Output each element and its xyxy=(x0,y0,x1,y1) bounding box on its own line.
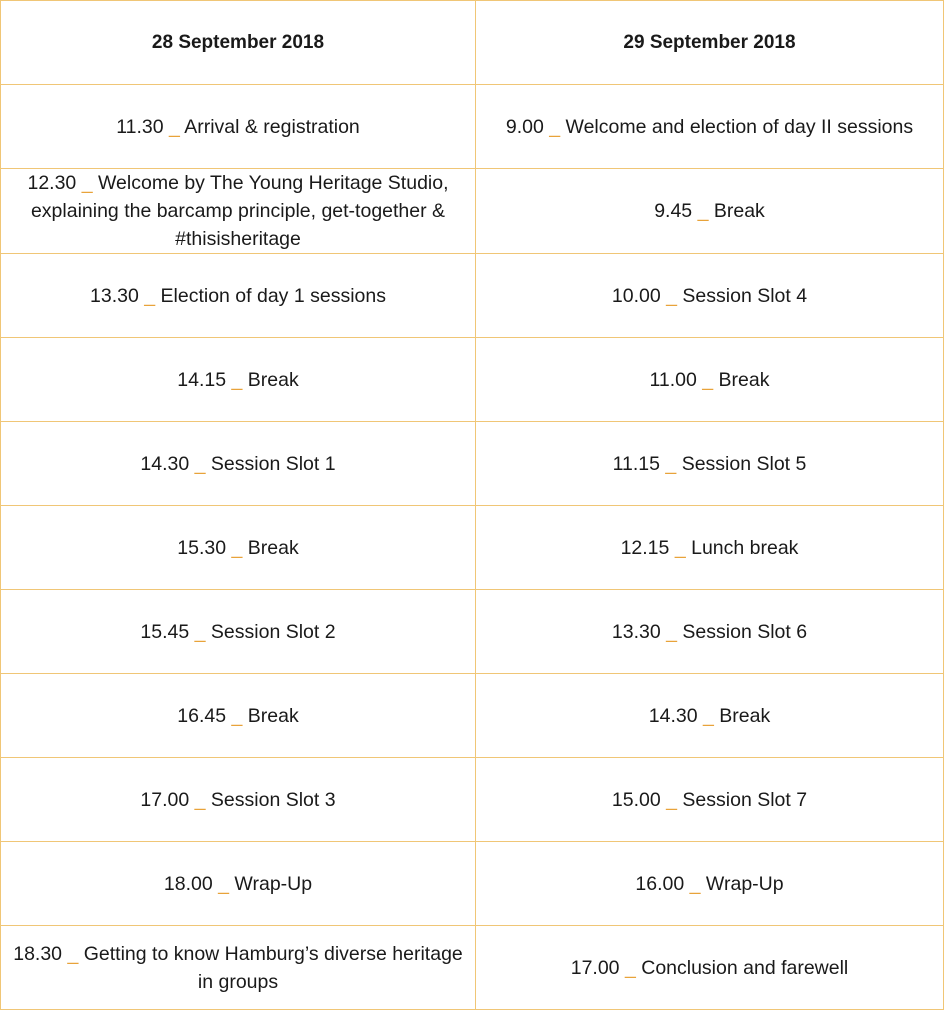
day1-entry xyxy=(1,85,476,169)
entry-text: Break xyxy=(718,368,770,391)
entry-text: Break xyxy=(713,200,765,222)
separator: _ xyxy=(67,942,79,965)
separator: _ xyxy=(689,872,701,895)
entry-time: 9.00 xyxy=(505,115,544,138)
entry-text: Session Slot 6 xyxy=(682,620,808,643)
day1-entry xyxy=(1,926,476,1010)
entry-text: Welcome by The Young Heritage Studio, explaining the barcamp principle, get-together & #thisisheritage xyxy=(30,172,449,250)
entry-time: 16.00 xyxy=(635,872,685,895)
day1-entry xyxy=(1,758,476,842)
schedule-row xyxy=(1,926,944,1010)
entry-time: 13.30 xyxy=(90,284,139,307)
schedule-row xyxy=(1,85,944,169)
entry-time: 11.15 xyxy=(612,452,660,475)
entry-time: 9.45 xyxy=(654,200,693,222)
header-row xyxy=(1,1,944,85)
entry-text: Lunch break xyxy=(691,536,799,559)
schedule-row xyxy=(1,338,944,422)
entry-text: Wrap-Up xyxy=(234,872,313,895)
day2-entry xyxy=(476,85,944,169)
separator: _ xyxy=(231,704,243,727)
schedule-row xyxy=(1,758,944,842)
separator: _ xyxy=(624,956,636,979)
day2-entry xyxy=(476,254,944,338)
entry-time: 11.00 xyxy=(649,368,697,391)
entry-time: 11.30 xyxy=(116,115,164,138)
day2-entry xyxy=(476,422,944,506)
entry-text: Welcome and election of day II sessions xyxy=(565,115,914,138)
separator: _ xyxy=(231,536,243,559)
day2-entry xyxy=(476,674,944,758)
day1-entry xyxy=(1,254,476,338)
separator: _ xyxy=(231,368,243,391)
day1-entry xyxy=(1,674,476,758)
entry-text: Session Slot 5 xyxy=(681,452,807,475)
entry-time: 13.30 xyxy=(611,620,661,643)
entry-text: Session Slot 7 xyxy=(682,788,808,811)
separator: _ xyxy=(194,452,206,475)
entry-time: 14.30 xyxy=(648,704,698,727)
entry-text: Break xyxy=(247,704,299,727)
day2-header: 29 September 2018 xyxy=(476,1,944,85)
separator: _ xyxy=(665,452,677,475)
separator: _ xyxy=(218,872,229,895)
entry-time: 17.00 xyxy=(140,788,190,811)
day2-entry xyxy=(476,842,944,926)
entry-text: Break xyxy=(247,536,299,559)
entry-text: Session Slot 2 xyxy=(210,620,336,643)
separator: _ xyxy=(697,200,709,222)
day2-entry xyxy=(476,169,944,254)
separator: _ xyxy=(674,536,686,559)
separator: _ xyxy=(702,368,714,391)
entry-text: Wrap-Up xyxy=(705,872,784,895)
entry-text: Break xyxy=(719,704,771,727)
schedule-body xyxy=(1,85,944,1010)
day1-entry xyxy=(1,506,476,590)
entry-time: 14.30 xyxy=(140,452,190,475)
day1-entry xyxy=(1,338,476,422)
schedule-row xyxy=(1,169,944,254)
entry-time: 16.45 xyxy=(177,704,227,727)
day1-entry xyxy=(1,169,476,254)
entry-text: Session Slot 1 xyxy=(210,452,336,475)
schedule-row xyxy=(1,674,944,758)
entry-text: Conclusion and farewell xyxy=(641,956,849,979)
separator: _ xyxy=(703,704,714,727)
entry-time: 12.30 xyxy=(27,172,77,194)
day2-entry xyxy=(476,926,944,1010)
schedule-row xyxy=(1,842,944,926)
entry-time: 17.00 xyxy=(570,956,620,979)
separator: _ xyxy=(144,284,156,307)
separator: _ xyxy=(169,115,180,138)
day2-entry xyxy=(476,506,944,590)
separator: _ xyxy=(666,620,677,643)
entry-time: 15.45 xyxy=(140,620,190,643)
entry-time: 18.00 xyxy=(163,872,213,895)
entry-time: 12.15 xyxy=(620,536,670,559)
day1-entry xyxy=(1,422,476,506)
separator: _ xyxy=(194,788,206,811)
separator: _ xyxy=(666,284,677,307)
schedule-row xyxy=(1,506,944,590)
day2-entry xyxy=(476,758,944,842)
entry-text: Getting to know Hamburg’s diverse heritage in groups xyxy=(83,942,463,993)
day1-entry xyxy=(1,842,476,926)
entry-time: 15.30 xyxy=(177,536,227,559)
separator: _ xyxy=(666,788,677,811)
separator: _ xyxy=(549,115,561,138)
entry-time: 10.00 xyxy=(611,284,661,307)
entry-text: Session Slot 3 xyxy=(210,788,336,811)
entry-time: 14.15 xyxy=(177,368,227,391)
separator: _ xyxy=(81,172,93,194)
entry-text: Arrival & registration xyxy=(184,115,360,138)
day1-header: 28 September 2018 xyxy=(1,1,476,85)
schedule-row xyxy=(1,422,944,506)
entry-text: Session Slot 4 xyxy=(682,284,808,307)
schedule-row xyxy=(1,254,944,338)
day1-entry xyxy=(1,590,476,674)
day2-entry xyxy=(476,338,944,422)
entry-text: Break xyxy=(247,368,299,391)
entry-text: Election of day 1 sessions xyxy=(160,284,386,307)
schedule-row xyxy=(1,590,944,674)
day2-entry xyxy=(476,590,944,674)
entry-time: 18.30 xyxy=(13,942,63,965)
entry-time: 15.00 xyxy=(611,788,661,811)
separator: _ xyxy=(194,620,206,643)
